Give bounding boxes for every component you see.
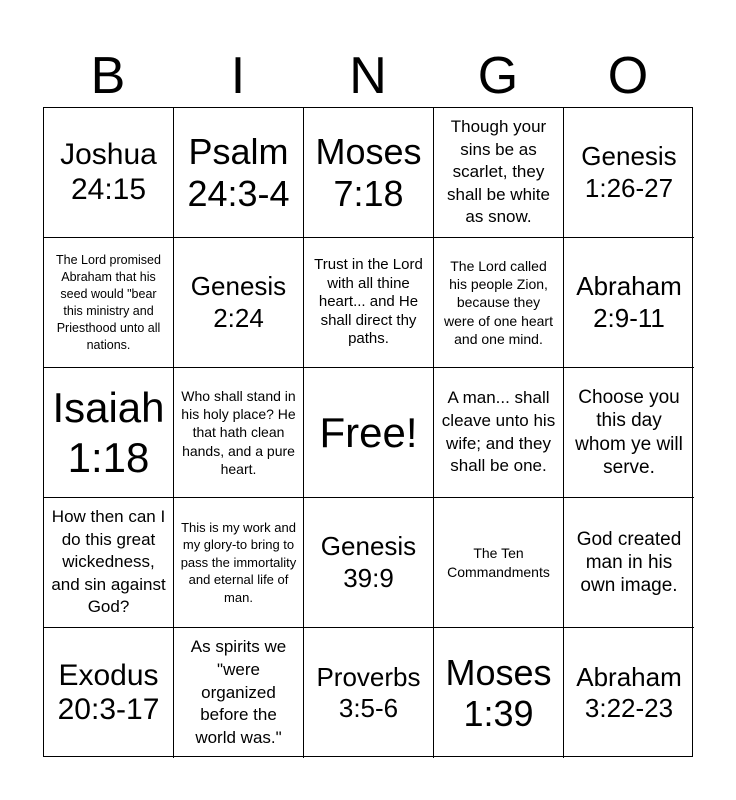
bingo-cell-r3-c5[interactable] [564,368,694,498]
cell-text: Genesis 2:24 [190,271,287,333]
bingo-cell-r1-c5[interactable] [564,108,694,238]
cell-text: God created man in his own image. [576,528,682,597]
cell-text: Though your sins be as scarlet, they shall be white as snow. [446,116,550,227]
bingo-cell-r2-c1[interactable] [44,238,174,368]
bingo-cell-r1-c3[interactable] [304,108,434,238]
cell-text: Joshua 24:15 [60,138,157,206]
bingo-cell-r5-c3[interactable] [304,628,434,758]
bingo-cell-r3-c4[interactable] [434,368,564,498]
bingo-cell-r5-c1[interactable] [44,628,174,758]
bingo-cell-r2-c3[interactable] [304,238,434,368]
cell-text: A man... shall cleave unto his wife; and they shall be one. [441,388,556,476]
cell-text: Who shall stand in his holy place? He that hath clean hands, and a pure heart. [181,388,296,477]
bingo-cell-r5-c2[interactable] [174,628,304,758]
cell-text: The Lord promised Abraham that his seed would "bear this ministry and Priesthood unto all nations. [56,252,161,352]
bingo-cell-r4-c2[interactable] [174,498,304,628]
bingo-cell-r2-c2[interactable] [174,238,304,368]
cell-text: Exodus 20:3-17 [57,658,160,726]
bingo-cell-r3-c1[interactable] [44,368,174,498]
cell-text: Trust in the Lord with all thine heart... and He shall direct thy paths. [314,256,423,348]
bingo-cell-r4-c4[interactable] [434,498,564,628]
free-space-label: Free! [319,408,418,456]
cell-text: Choose you this day whom ye will serve. [575,387,683,478]
bingo-cell-r4-c1[interactable] [44,498,174,628]
cell-text: Proverbs 3:5-6 [316,661,421,723]
bingo-cell-r5-c5[interactable] [564,628,694,758]
header-letter-n: N [349,47,387,105]
cell-text: This is my work and my glory-to bring to pass the immortality and eternal life of man. [180,519,297,605]
cell-text: As spirits we "were organized before the world was." [190,637,287,747]
cell-text: Isaiah 1:18 [52,383,165,481]
bingo-cell-r3-c2[interactable] [174,368,304,498]
bingo-header [43,46,693,106]
header-letter-g: G [477,47,519,105]
bingo-cell-r1-c1[interactable] [44,108,174,238]
bingo-cell-r4-c3[interactable] [304,498,434,628]
cell-text: The Lord called his people Zion, because they were of one heart and one mind. [444,258,553,347]
bingo-cell-r1-c4[interactable] [434,108,564,238]
bingo-cell-r4-c5[interactable] [564,498,694,628]
bingo-cell-r5-c4[interactable] [434,628,564,758]
header-letter-i: I [230,47,246,105]
cell-text: Genesis 1:26-27 [581,141,677,203]
cell-text: Moses 7:18 [315,131,422,214]
cell-text: The Ten Commandments [447,545,550,580]
bingo-cell-r1-c2[interactable] [174,108,304,238]
header-letter-b: B [90,47,126,105]
header-letter-o: O [607,47,649,105]
cell-text: Abraham 3:22-23 [576,661,682,723]
bingo-cell-r3-c3-free[interactable] [304,368,434,498]
cell-text: How then can I do this great wickedness, and sin against God? [51,506,166,617]
bingo-cell-r2-c4[interactable] [434,238,564,368]
cell-text: Moses 1:39 [445,651,552,734]
bingo-card-grid [43,107,693,757]
cell-text: Psalm 24:3-4 [187,131,290,214]
cell-text: Abraham 2:9-11 [576,271,682,333]
cell-text: Genesis 39:9 [320,531,417,593]
bingo-cell-r2-c5[interactable] [564,238,694,368]
